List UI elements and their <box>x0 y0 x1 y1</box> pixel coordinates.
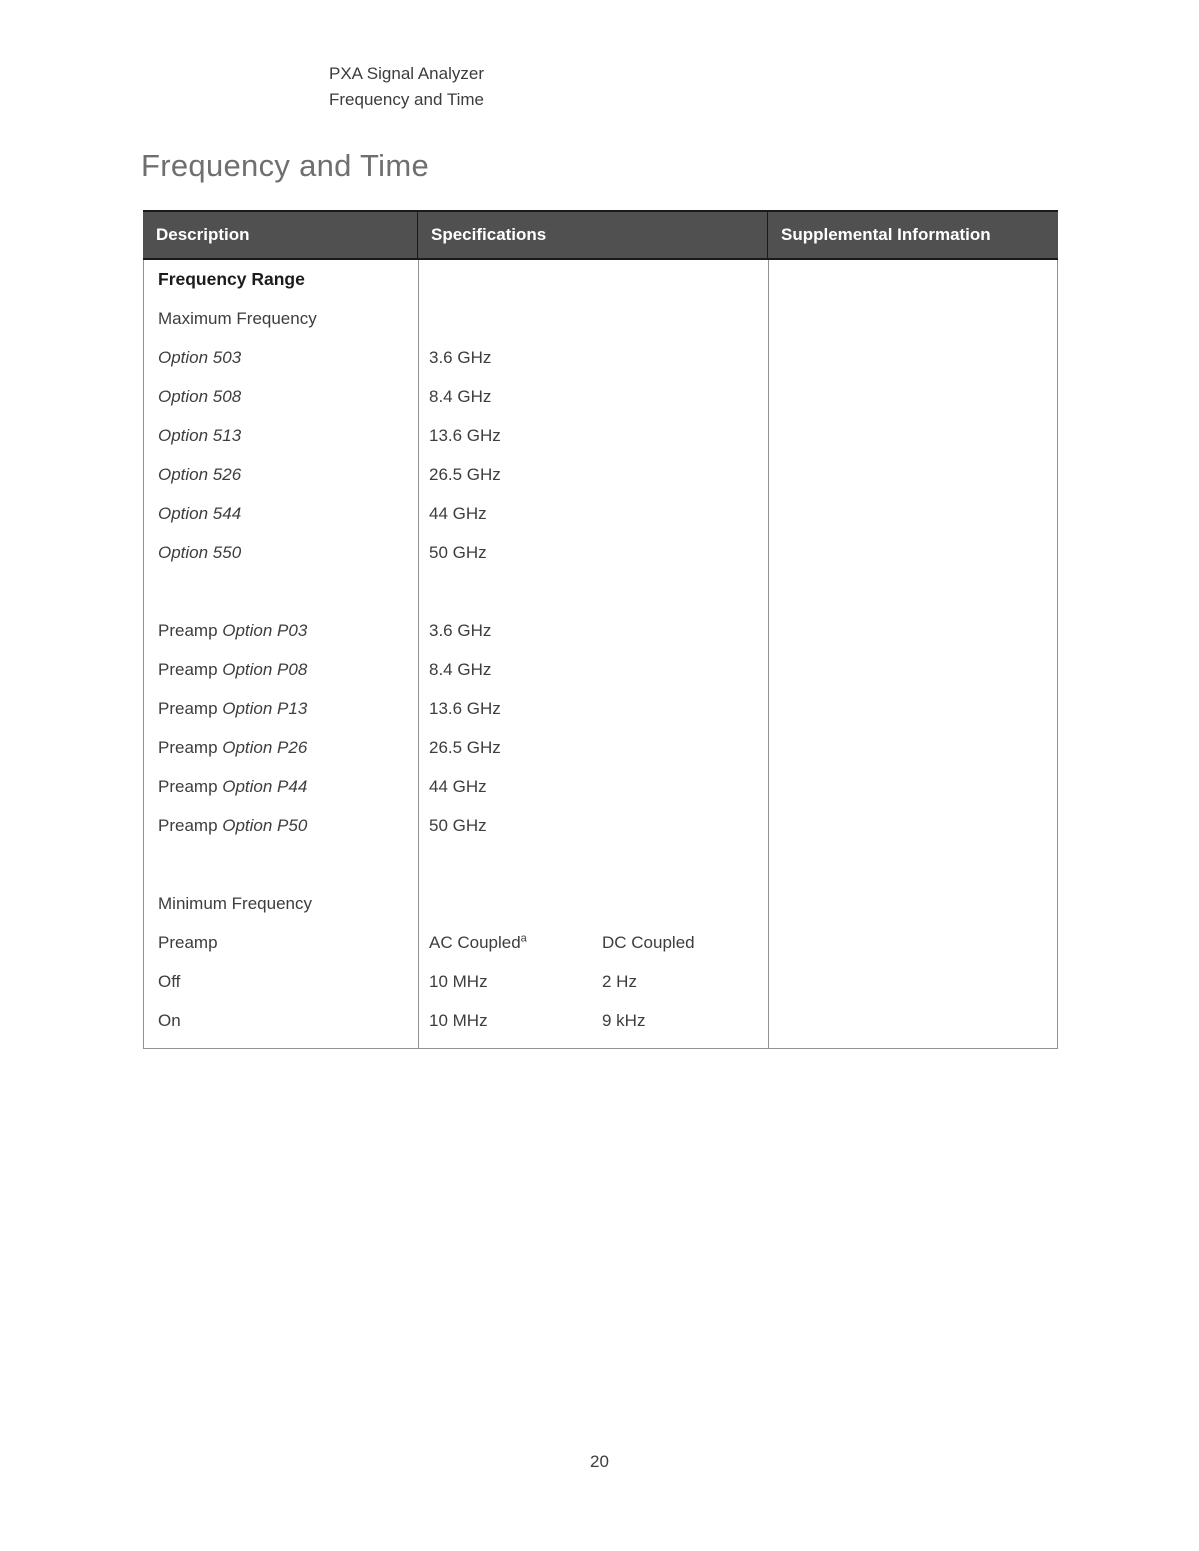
description-option-text: Option 544 <box>158 504 242 523</box>
table-row-supplemental <box>769 455 1057 494</box>
description-text: Preamp <box>158 777 223 796</box>
spec-value-primary: 8.4 GHz <box>429 660 492 679</box>
table-row-description <box>144 1001 418 1040</box>
table-row-specification <box>419 884 768 923</box>
description-text: Preamp <box>158 933 218 952</box>
spec-value-primary: 44 GHz <box>429 504 487 523</box>
description-option-text: Option 526 <box>158 465 242 484</box>
table-header-row <box>143 210 1058 260</box>
spec-value-primary <box>429 845 602 884</box>
description-text: Preamp <box>158 738 223 757</box>
table-row-description <box>144 962 418 1001</box>
table-row-description <box>144 338 418 377</box>
supplemental-information-column <box>768 260 1057 1048</box>
table-row-specification <box>419 299 768 338</box>
running-header-section: Frequency and Time <box>329 90 484 109</box>
column-header-supplemental-information: Supplemental Information <box>767 212 1058 258</box>
table-row-specification <box>419 338 768 377</box>
spec-value-primary <box>429 299 602 338</box>
table-row-specification <box>419 455 768 494</box>
table-row-description <box>144 260 418 299</box>
description-option-text: Option 508 <box>158 387 242 406</box>
description-option-text: Option P26 <box>222 738 308 757</box>
spec-value-primary: 26.5 GHz <box>429 738 501 757</box>
table-row-supplemental <box>769 1001 1057 1040</box>
running-header-product: PXA Signal Analyzer <box>329 64 484 83</box>
description-option-text: Option P44 <box>222 777 308 796</box>
description-text: Preamp <box>158 621 223 640</box>
spec-value-secondary: 2 Hz <box>602 972 637 991</box>
spec-value-primary: 8.4 GHz <box>429 387 492 406</box>
table-row-specification <box>419 572 768 611</box>
table-row-description <box>144 611 418 650</box>
table-row-specification <box>419 806 768 845</box>
table-row-description <box>144 416 418 455</box>
description-option-text: Option P50 <box>222 816 308 835</box>
table-row-specification <box>419 962 768 1001</box>
table-row-specification <box>419 767 768 806</box>
table-row-supplemental <box>769 533 1057 572</box>
table-row-supplemental <box>769 572 1057 611</box>
table-row-description <box>144 377 418 416</box>
table-row-supplemental <box>769 650 1057 689</box>
table-row-description <box>144 533 418 572</box>
table-row-supplemental <box>769 806 1057 845</box>
table-row-specification <box>419 416 768 455</box>
spec-value-primary: AC Coupled$^a$ <box>429 932 527 952</box>
table-row-specification <box>419 377 768 416</box>
table-row-specification <box>419 611 768 650</box>
table-row-description <box>144 689 418 728</box>
specifications-column <box>418 260 768 1048</box>
spec-value-primary: 10 MHz <box>429 972 488 991</box>
table-row-description <box>144 494 418 533</box>
table-row-supplemental <box>769 377 1057 416</box>
table-row-specification <box>419 650 768 689</box>
table-row-specification <box>419 845 768 884</box>
spec-value-primary <box>429 884 602 923</box>
spec-value-secondary: DC Coupled <box>602 933 695 952</box>
description-option-text: Option P08 <box>222 660 308 679</box>
description-option-text: Option P13 <box>222 699 308 718</box>
spec-value-primary: 50 GHz <box>429 543 487 562</box>
running-header <box>329 61 484 113</box>
description-option-text: Option 513 <box>158 426 242 445</box>
spec-value-primary: 10 MHz <box>429 1011 488 1030</box>
spec-value-primary: 44 GHz <box>429 777 487 796</box>
table-row-supplemental <box>769 923 1057 962</box>
spec-value-primary: 3.6 GHz <box>429 621 492 640</box>
table-row-specification <box>419 494 768 533</box>
table-row-supplemental <box>769 728 1057 767</box>
spec-value-primary: 13.6 GHz <box>429 426 501 445</box>
description-option-text: Option 550 <box>158 543 242 562</box>
spec-value-primary: 50 GHz <box>429 816 487 835</box>
table-row-supplemental <box>769 494 1057 533</box>
spec-value-primary: 26.5 GHz <box>429 465 501 484</box>
description-text: On <box>158 1011 181 1030</box>
table-row-supplemental <box>769 689 1057 728</box>
spec-value-secondary: 9 kHz <box>602 1011 646 1030</box>
table-row-description <box>144 806 418 845</box>
table-row-supplemental <box>769 962 1057 1001</box>
page-title: Frequency and Time <box>141 148 429 183</box>
description-text: Preamp <box>158 699 223 718</box>
table-row-description <box>144 767 418 806</box>
column-header-specifications: Specifications <box>417 212 767 258</box>
table-row-description <box>144 845 418 884</box>
table-row-description <box>144 728 418 767</box>
page-number: 20 <box>590 1452 609 1471</box>
table-row-description <box>144 884 418 923</box>
spec-value-primary <box>429 260 602 299</box>
description-text: Preamp <box>158 660 223 679</box>
table-row-specification <box>419 689 768 728</box>
table-row-supplemental <box>769 767 1057 806</box>
description-text: Maximum Frequency <box>158 309 317 328</box>
column-header-description: Description <box>156 225 250 244</box>
table-row-supplemental <box>769 338 1057 377</box>
table-row-description <box>144 572 418 611</box>
table-row-supplemental <box>769 299 1057 338</box>
description-option-text: Option P03 <box>222 621 308 640</box>
description-text: Off <box>158 972 181 991</box>
spec-value-primary <box>429 572 602 611</box>
table-row-supplemental <box>769 260 1057 299</box>
table-row-description <box>144 299 418 338</box>
description-text: Frequency Range <box>158 269 305 289</box>
table-row-specification <box>419 260 768 299</box>
footnote-marker: a <box>520 932 527 945</box>
description-column <box>144 260 418 1048</box>
table-row-description <box>144 650 418 689</box>
description-text: Preamp <box>158 816 223 835</box>
spec-value-primary: 13.6 GHz <box>429 699 501 718</box>
table-row-supplemental <box>769 884 1057 923</box>
table-row-description <box>144 455 418 494</box>
description-option-text: Option 503 <box>158 348 242 367</box>
table-body <box>143 260 1058 1049</box>
table-row-specification <box>419 1001 768 1040</box>
description-text: Minimum Frequency <box>158 894 312 913</box>
table-row-supplemental <box>769 611 1057 650</box>
table-row-specification <box>419 923 768 962</box>
table-row-specification <box>419 728 768 767</box>
table-row-supplemental <box>769 845 1057 884</box>
table-row-supplemental <box>769 416 1057 455</box>
spec-table <box>143 210 1058 1049</box>
table-row-specification <box>419 533 768 572</box>
table-row-description <box>144 923 418 962</box>
spec-value-primary: 3.6 GHz <box>429 348 492 367</box>
